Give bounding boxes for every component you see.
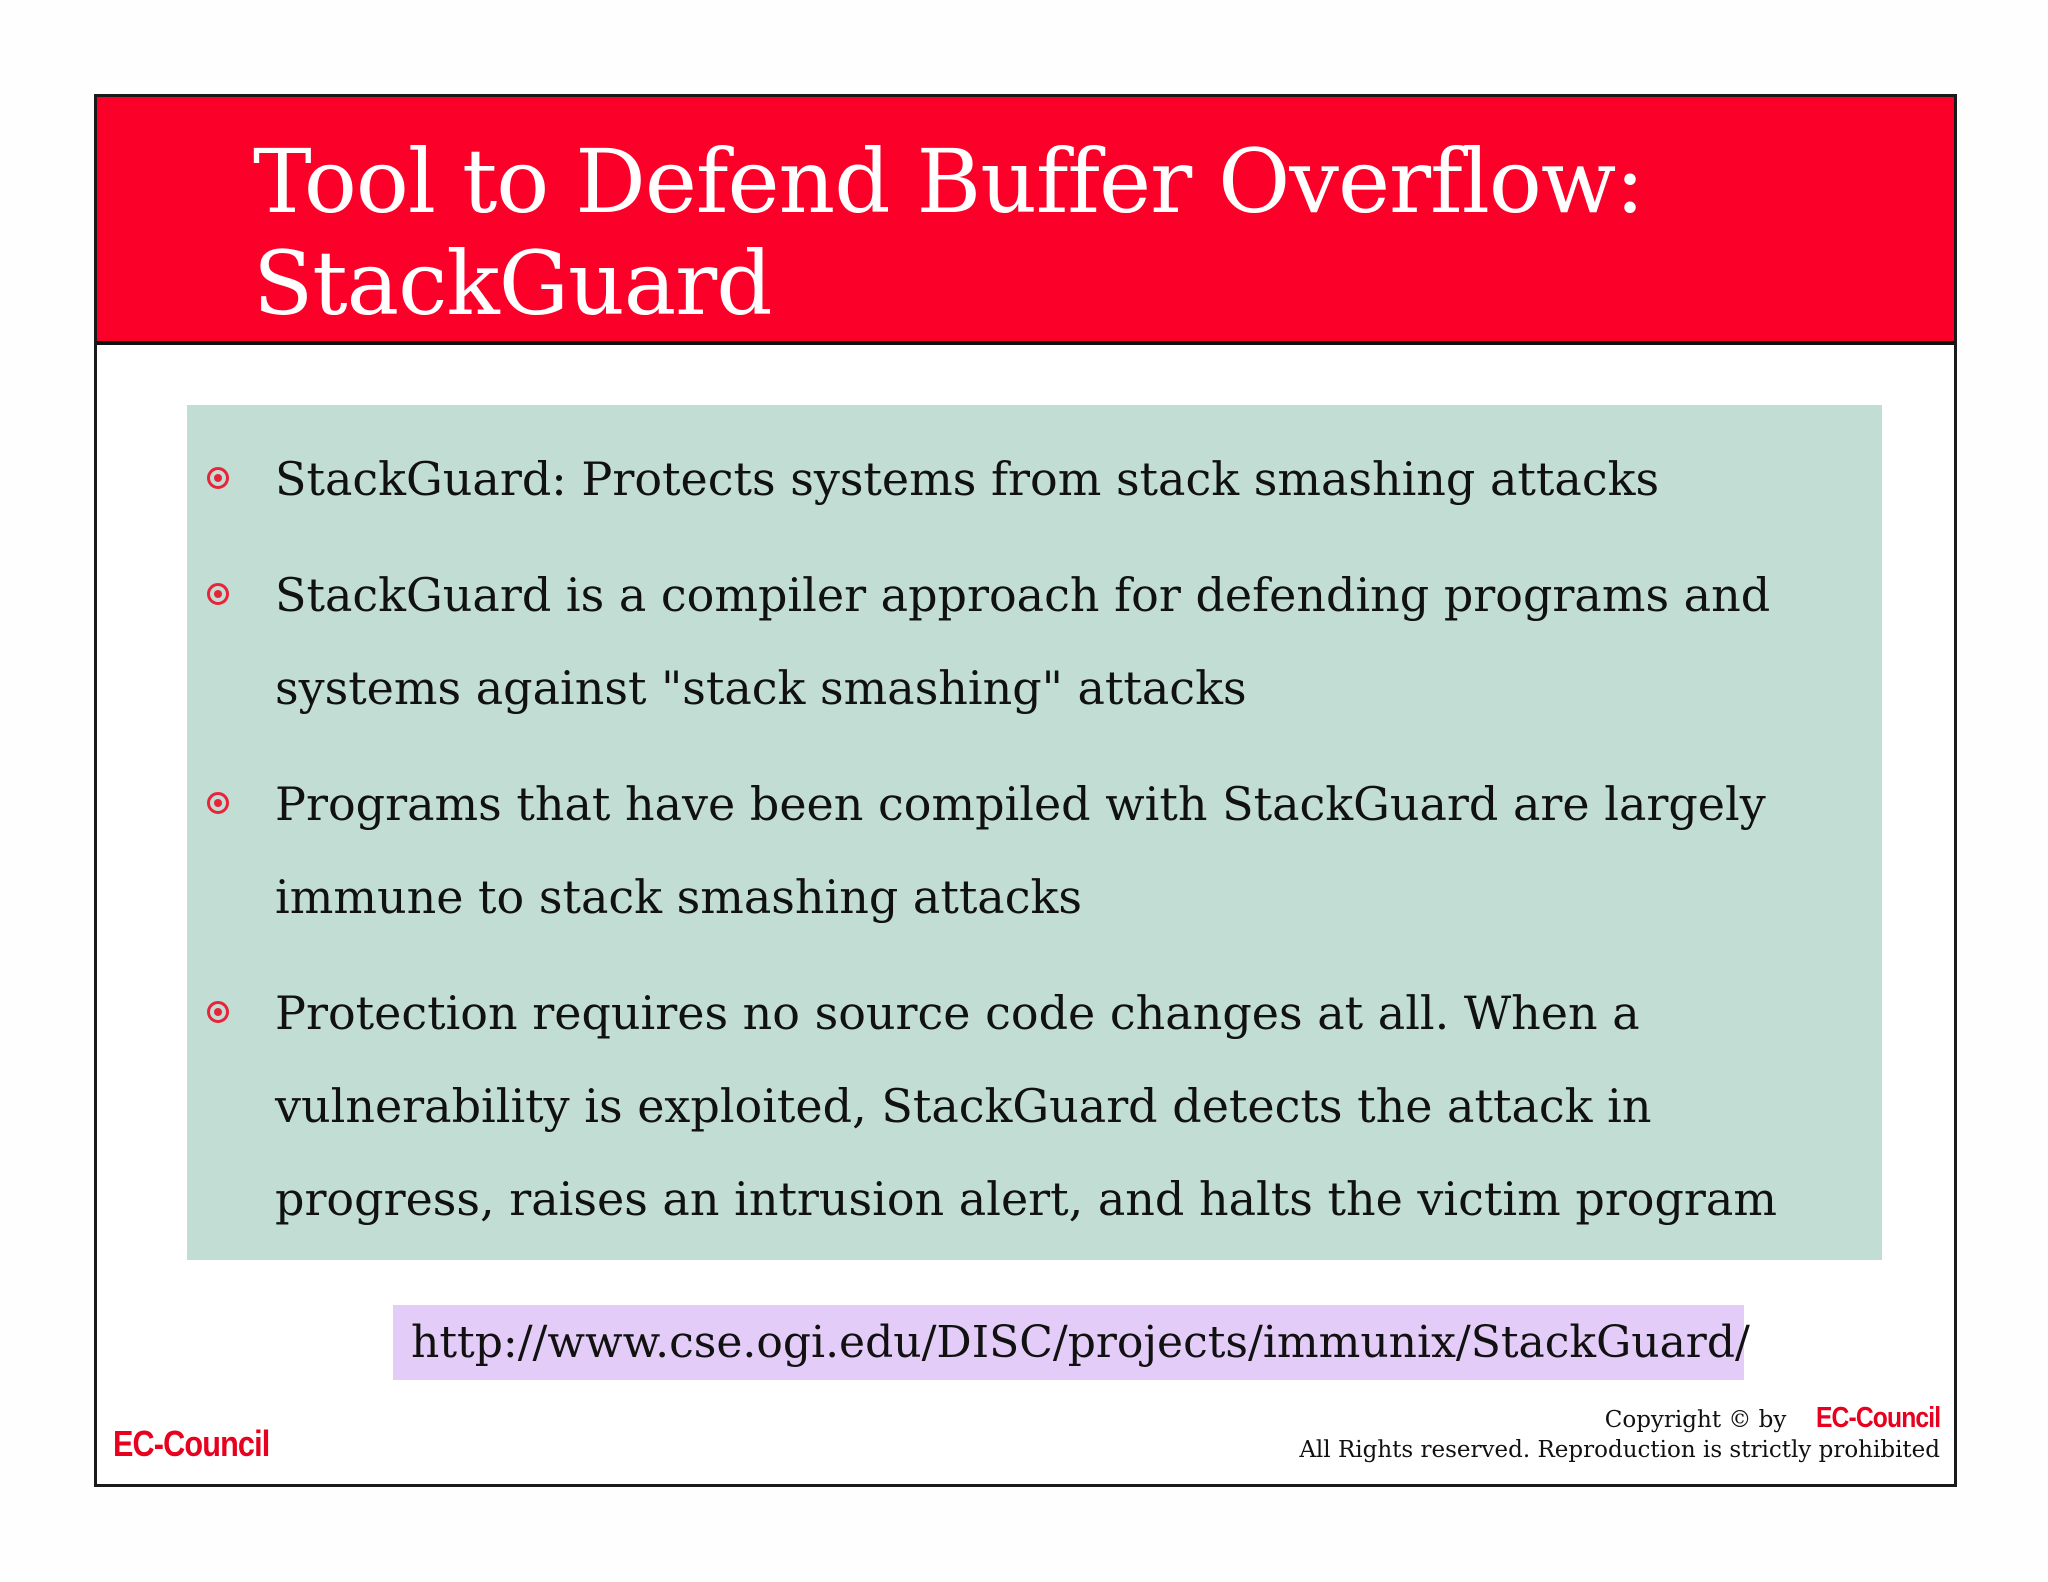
bullet-list bbox=[187, 433, 1882, 1269]
copyright-prefix: Copyright © by bbox=[1604, 1407, 1787, 1433]
slide bbox=[94, 94, 1957, 1487]
bullet-text: StackGuard is a compiler approach for defending programs and systems against "stack smashing" attacks bbox=[275, 568, 1771, 715]
bullet-item bbox=[187, 967, 1882, 1246]
copyright-brand: EC-Council bbox=[1815, 1402, 1940, 1434]
bullet-text: Protection requires no source code changes at all. When a vulnerability is exploited, StackGuard detects the attack in progress, raises an intrusion alert, and halts the victim program bbox=[275, 986, 1777, 1226]
circled-dot-icon bbox=[207, 467, 229, 489]
bullet-item bbox=[187, 549, 1882, 735]
slide-title-line-1: Tool to Defend Buffer Overflow: bbox=[253, 130, 1644, 233]
circled-dot-icon bbox=[207, 583, 229, 605]
copyright-notice bbox=[1299, 1403, 1940, 1465]
bullet-item bbox=[187, 433, 1882, 526]
title-bar bbox=[97, 97, 1954, 345]
slide-title-line-2: StackGuard bbox=[253, 232, 772, 335]
bullet-text: StackGuard: Protects systems from stack smashing attacks bbox=[275, 452, 1660, 506]
bullet-text: Programs that have been compiled with StackGuard are largely immune to stack smashing attacks bbox=[275, 777, 1766, 924]
copyright-line bbox=[1299, 1403, 1940, 1435]
circled-dot-icon bbox=[207, 1001, 229, 1023]
content-box bbox=[187, 405, 1882, 1260]
url-box bbox=[393, 1305, 1750, 1380]
slide-title bbox=[253, 131, 1644, 335]
ec-council-logo: EC-Council bbox=[113, 1423, 270, 1464]
rights-line: All Rights reserved. Reproduction is strictly prohibited bbox=[1299, 1437, 1940, 1463]
stackguard-url-link[interactable]: http://www.cse.ogi.edu/DISC/projects/immunix/StackGuard/ bbox=[411, 1317, 1750, 1368]
bullet-item bbox=[187, 758, 1882, 944]
circled-dot-icon bbox=[207, 792, 229, 814]
